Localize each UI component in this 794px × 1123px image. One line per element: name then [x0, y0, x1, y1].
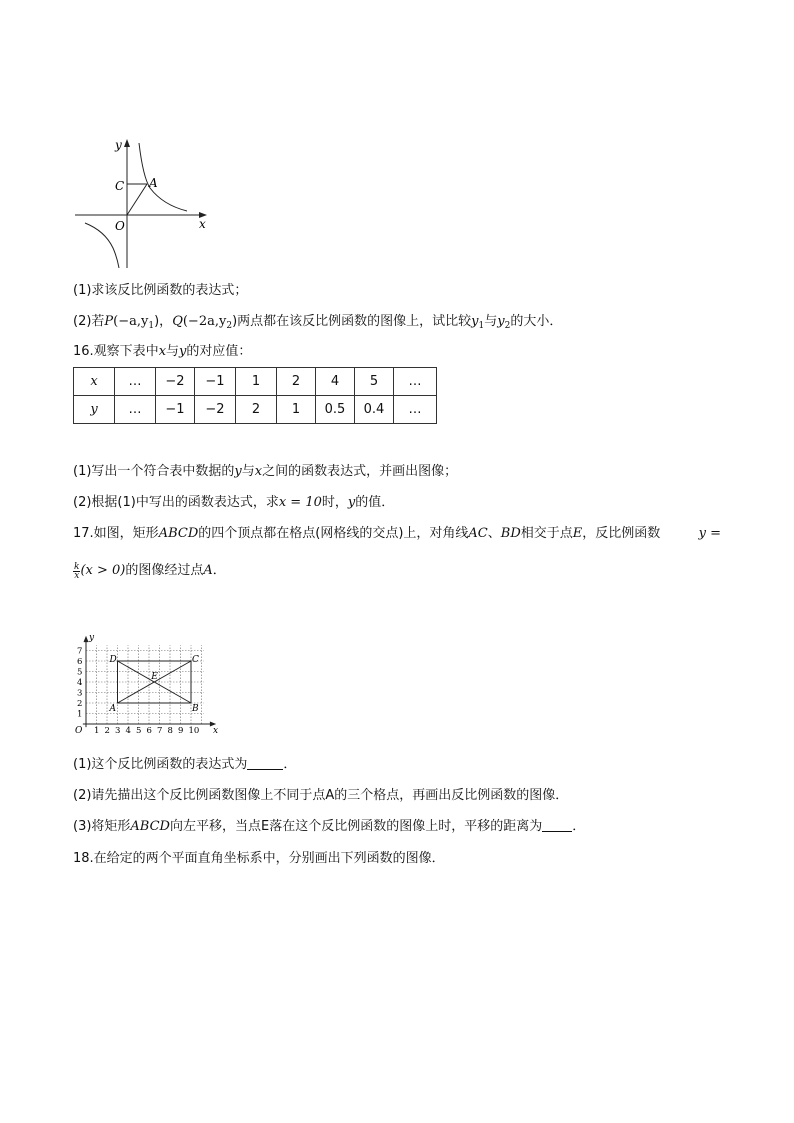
- y-tick-label: 6: [77, 657, 83, 667]
- answer-blank[interactable]: [542, 819, 572, 832]
- x-axis-label: x: [213, 726, 219, 736]
- grid-rectangle-figure: [73, 627, 223, 737]
- fig1-a-label: A: [149, 176, 158, 190]
- x-tick-label: 9: [178, 726, 184, 736]
- y-tick-label: 3: [77, 688, 83, 699]
- q17-part1: (1)这个反比例函数的表达式为 ．: [73, 757, 297, 772]
- x-tick-label: 4: [125, 726, 131, 736]
- q18-title: 18.在给定的两个平面直角坐标系中，分别画出下列函数的图像．: [73, 851, 445, 866]
- q17-line2: $\frac{k}{x}$ (x > 0)的图像经过点A．: [74, 562, 226, 581]
- x-tick-label: 1: [94, 726, 100, 736]
- point-e-label: E: [151, 672, 158, 682]
- point-b-label: B: [192, 704, 199, 714]
- y-axis-label: y: [89, 632, 95, 643]
- table-cell: 1: [277, 396, 316, 424]
- x-tick-label: 6: [146, 726, 152, 736]
- table-cell: −1: [195, 368, 236, 396]
- table-cell: 0.4: [355, 396, 394, 424]
- table-cell: …: [394, 368, 437, 396]
- table-cell: …: [394, 396, 437, 424]
- y-axis-arrow: [84, 636, 89, 642]
- q15-part2: (2)若$P(-a,y_1)$，$Q(-2a,y_2)$两点都在该反比例函数的图像上，试比较$y_1$与$y_2$的大小．: [73, 314, 563, 331]
- origin-label: O: [75, 726, 83, 736]
- q16-part1: (1)写出一个符合表中数据的y与x之间的函数表达式，并画出图像；: [73, 464, 458, 479]
- point-a-label: A: [109, 704, 116, 714]
- table-cell: 5: [355, 368, 394, 396]
- y-tick-label: 7: [77, 646, 83, 657]
- table-row-y: [74, 396, 437, 424]
- x-tick-label: 2: [104, 726, 110, 736]
- table-cell: 2: [236, 396, 277, 424]
- table-cell: −2: [156, 368, 195, 396]
- x-tick-label: 7: [157, 726, 163, 736]
- table-cell: −2: [195, 396, 236, 424]
- x-tick-label: 3: [115, 726, 121, 736]
- q16-title: 16.观察下表中x与y的对应值：: [73, 344, 252, 359]
- x-tick-label: 8: [167, 726, 173, 736]
- y-tick-label: 1: [77, 709, 83, 720]
- y-tick-label: 4: [77, 678, 83, 688]
- q17-line1: 17.如图，矩形ABCD的四个顶点都在格点(网格线的交点)上，对角线AC、BD相交于点E，反比例函数 y =: [73, 526, 721, 541]
- q16-part2: (2)根据(1)中写出的函数表达式，求x = 10时，y的值．: [73, 495, 395, 510]
- q17-part2: (2)请先描出这个反比例函数图像上不同于点A的三个格点，再画出反比例函数的图像．: [73, 788, 569, 803]
- fig1-x-label: x: [199, 217, 206, 231]
- x-tick-label: 10: [188, 726, 200, 736]
- x-tick-label: 5: [136, 726, 142, 736]
- table-cell: x: [74, 368, 115, 396]
- fraction-k-over-x: $\frac{k}{x}$: [74, 562, 80, 581]
- table-cell: −1: [156, 396, 195, 424]
- table-row-x: [74, 368, 437, 396]
- point-c-label: C: [192, 655, 199, 665]
- table-cell: …: [115, 396, 156, 424]
- table-cell: y: [74, 396, 115, 424]
- y-tick-label: 2: [77, 699, 83, 709]
- fig1-y-label: y: [115, 138, 122, 152]
- point-d-label: D: [109, 655, 117, 665]
- q15-part1: (1)求该反比例函数的表达式；: [73, 283, 248, 298]
- table-cell: 1: [236, 368, 277, 396]
- fig1-origin-label: O: [115, 219, 125, 233]
- table-cell: 4: [316, 368, 355, 396]
- y-tick-label: 5: [77, 667, 83, 678]
- answer-blank[interactable]: [247, 757, 283, 770]
- value-table: [73, 367, 437, 424]
- table-cell: 0.5: [316, 396, 355, 424]
- hyperbola-figure: [75, 133, 215, 268]
- table-cell: …: [115, 368, 156, 396]
- table-cell: 2: [277, 368, 316, 396]
- q17-part3: (3)将矩形ABCD向左平移，当点E落在这个反比例函数的图像上时，平移的距离为 ．: [73, 819, 586, 834]
- fig1-c-label: C: [115, 179, 125, 193]
